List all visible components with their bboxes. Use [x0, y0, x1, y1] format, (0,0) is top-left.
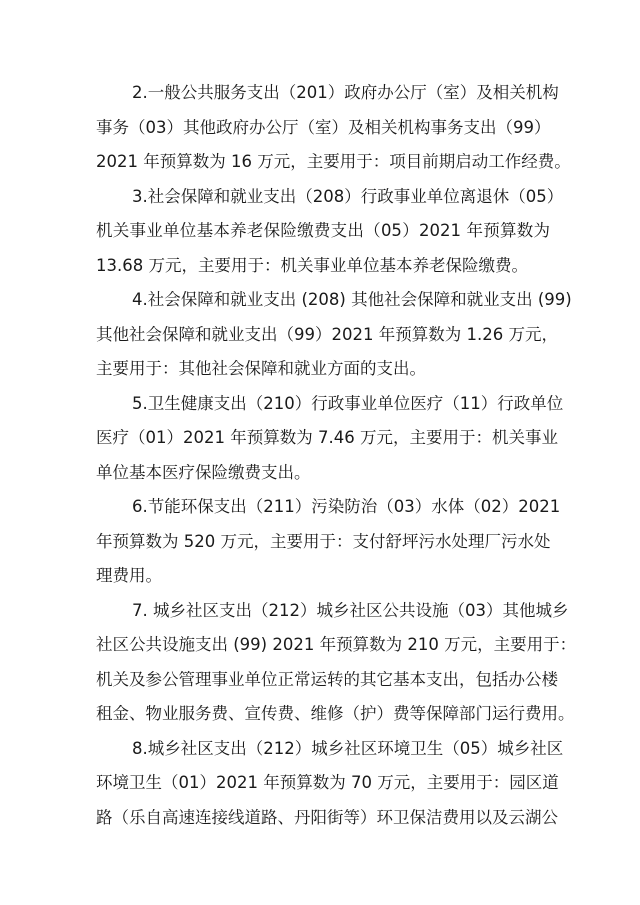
paragraph-line: 4.社会保障和就业支出 (208) 其他社会保障和就业支出 (99): [132, 290, 572, 309]
paragraph-line: 机关事业单位基本养老保险缴费支出（05）2021 年预算数为: [96, 221, 550, 240]
paragraph-item-3: [96, 180, 564, 284]
paragraph-line: 理费用。: [96, 566, 162, 585]
paragraph-line: 医疗（01）2021 年预算数为 7.46 万元，主要用于：机关事业: [96, 428, 558, 447]
paragraph-line: 机关及参公管理事业单位正常运转的其它基本支出，包括办公楼: [96, 669, 558, 689]
paragraph-line: 单位基本医疗保险缴费支出。: [96, 462, 311, 482]
paragraph-item-2: [96, 76, 571, 180]
paragraph-line: 8.城乡社区支出（212）城乡社区环境卫生（05）城乡社区: [132, 738, 564, 758]
document-page: [96, 76, 577, 835]
paragraph-item-6: [96, 490, 561, 594]
paragraph-line: 2021 年预算数为 16 万元，主要用于：项目前期启动工作经费。: [96, 152, 571, 171]
paragraph-line: 6.节能环保支出（211）污染防治（03）水体（02）2021: [132, 497, 561, 516]
paragraph-line: 年预算数为 520 万元，主要用于：支付舒坪污水处理厂污水处: [96, 531, 551, 551]
paragraph-line: 13.68 万元，主要用于：机关事业单位基本养老保险缴费。: [96, 255, 528, 275]
paragraph-line: 环境卫生（01）2021 年预算数为 70 万元，主要用于：园区道: [96, 773, 559, 792]
paragraph-item-8: [96, 732, 564, 836]
paragraph-line: 租金、物业服务费、宣传费、维修（护）费等保障部门运行费用。: [96, 704, 575, 723]
paragraph-line: 其他社会保障和就业支出（99）2021 年预算数为 1.26 万元，: [96, 324, 558, 344]
paragraph-line: 7. 城乡社区支出（212）城乡社区公共设施（03）其他城乡: [132, 600, 569, 620]
paragraph-item-4: [96, 283, 572, 387]
paragraph-line: 事务（03）其他政府办公厅（室）及相关机构事务支出（99）: [96, 117, 551, 137]
paragraph-line: 路（乐自高速连接线道路、丹阳街等）环卫保洁费用以及云湖公: [96, 807, 558, 827]
paragraph-line: 5.卫生健康支出（210）行政事业单位医疗（11）行政单位: [132, 393, 564, 413]
paragraph-line: 3.社会保障和就业支出（208）行政事业单位离退休（05）: [132, 186, 564, 206]
paragraph-line: 社区公共设施支出 (99) 2021 年预算数为 210 万元，主要用于：: [96, 635, 577, 654]
paragraph-line: 主要用于：其他社会保障和就业方面的支出。: [96, 359, 426, 378]
paragraph-item-5: [96, 387, 564, 491]
paragraph-line: 2.一般公共服务支出（201）政府办公厅（室）及相关机构: [132, 83, 559, 102]
paragraph-item-7: [96, 594, 577, 732]
